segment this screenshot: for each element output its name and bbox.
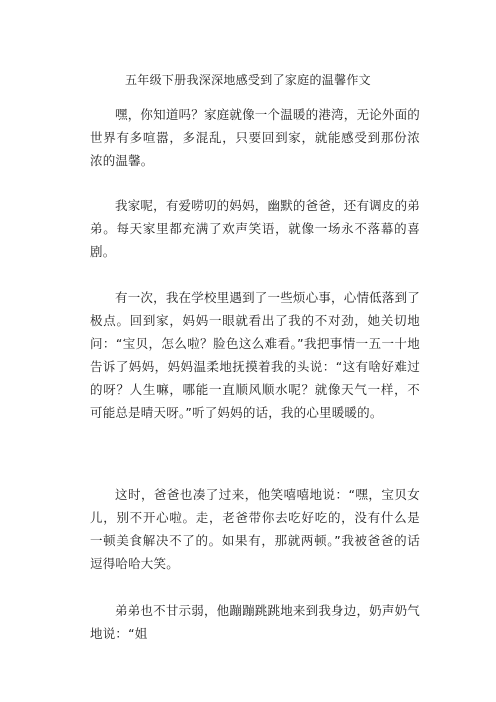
paragraph-4: 这时，爸爸也凑了过来，他笑嘻嘻地说：“嘿，宝贝女儿，别不开心啦。走，老爸带你去吃好吃的，没有什么是一顿美食解决不了的。如果有，那就两顿。”我被爸爸的话逗得哈哈大笑。 (90, 487, 420, 571)
document-title: 五年级下册我深深地感受到了家庭的温馨作文 (124, 73, 371, 87)
paragraph-3: 有一次，我在学校里遇到了一些烦心事，心情低落到了极点。回到家，妈妈一眼就看出了我的不对劲，她关切地问：“宝贝，怎么啦？脸色这么难看。”我把事情一五一十地告诉了妈妈，妈妈温柔地抚摸着我的头说：“这有啥好难过的呀？人生嘛，哪能一直顺风顺水呢？就像天气一样，不可能总是晴天呀。”听了妈妈的话，我的心里暖暖的。 (90, 290, 420, 420)
paragraph-1: 嘿，你知道吗？家庭就像一个温暖的港湾，无论外面的世界有多喧嚣，多混乱，只要回到家，就能感受到那份浓浓的温馨。 (90, 107, 420, 168)
paragraph-5: 弟弟也不甘示弱，他蹦蹦跳跳地来到我身边，奶声奶气地说：“姐 (90, 603, 420, 641)
paragraph-2: 我家呢，有爱唠叨的妈妈，幽默的爸爸，还有调皮的弟弟。每天家里都充满了欢声笑语，就像一场永不落幕的喜剧。 (90, 198, 420, 259)
